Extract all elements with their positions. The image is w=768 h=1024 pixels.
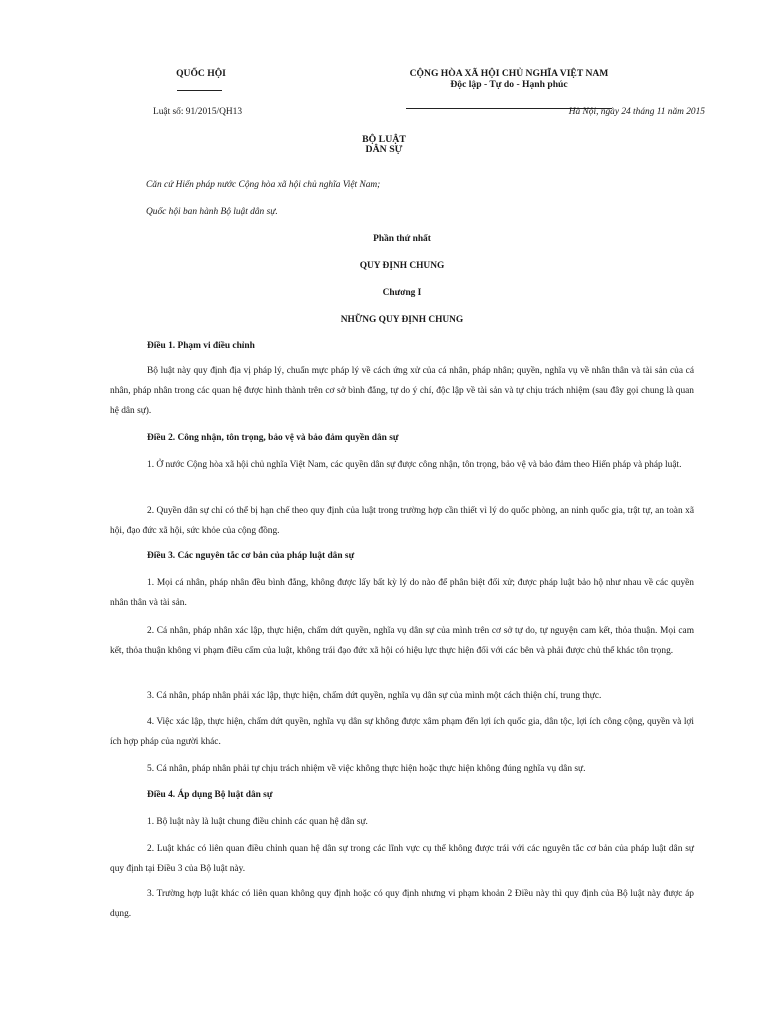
- article-4-paragraph-3: 3. Trường hợp luật khác có liên quan không quy định hoặc có quy định nhưng vi phạm khoản 2 Điều này thì quy định của Bộ luật này được áp dụng.: [110, 889, 694, 919]
- national-title: CỘNG HÒA XÃ HỘI CHỦ NGHĨA VIỆT NAM: [409, 68, 609, 79]
- part-title: Phần thứ nhất: [373, 234, 431, 244]
- article-3-paragraph-4: 4. Việc xác lập, thực hiện, chấm dứt quyền, nghĩa vụ dân sự không được xâm phạm đến lợi ích quốc gia, dân tộc, lợi ích công cộng, quyền và lợi ích hợp pháp của người khác.: [110, 717, 694, 747]
- document-title-line-1: BỘ LUẬT: [362, 134, 406, 145]
- article-3-paragraph-3: 3. Cá nhân, pháp nhân phải xác lập, thực hiện, chấm dứt quyền, nghĩa vụ dân sự của mình một cách thiện chí, trung thực.: [147, 691, 602, 701]
- preamble-line: Căn cứ Hiến pháp nước Cộng hòa xã hội chủ nghĩa Việt Nam;: [146, 180, 381, 190]
- article-3-paragraph-5: 5. Cá nhân, pháp nhân phải tự chịu trách nhiệm về việc không thực hiện hoặc thực hiện không đúng nghĩa vụ dân sự.: [147, 764, 586, 774]
- article-4-paragraph-2: 2. Luật khác có liên quan điều chỉnh quan hệ dân sự trong các lĩnh vực cụ thể không được trái với các nguyên tắc cơ bản của pháp luật dân sự quy định tại Điều 3 của Bộ luật này.: [110, 844, 694, 874]
- article-2-paragraph-1: 1. Ở nước Cộng hòa xã hội chủ nghĩa Việt Nam, các quyền dân sự được công nhận, tôn trọng, bảo vệ và bảo đảm theo Hiến pháp và pháp luật.: [147, 460, 682, 470]
- article-2-title: Điều 2. Công nhận, tôn trọng, bảo vệ và bảo đảm quyền dân sự: [147, 433, 399, 443]
- part-name: QUY ĐỊNH CHUNG: [359, 261, 445, 271]
- article-3-paragraph-1: 1. Mọi cá nhân, pháp nhân đều bình đẳng, không được lấy bất kỳ lý do nào để phân biệt đối xử; được pháp luật bảo hộ như nhau về các quyền nhân thân và tài sản.: [110, 578, 694, 608]
- article-4-title: Điều 4. Áp dụng Bộ luật dân sự: [147, 790, 273, 800]
- document-title-line-2: DÂN SỰ: [365, 144, 403, 155]
- preamble-line: Quốc hội ban hành Bộ luật dân sự.: [146, 207, 278, 217]
- article-3-paragraph-2: 2. Cá nhân, pháp nhân xác lập, thực hiện, chấm dứt quyền, nghĩa vụ dân sự của mình trên cơ sở tự do, tự nguyện cam kết, thỏa thuận. Mọi cam kết, thỏa thuận không vi phạm điều cấm của luật, không trái đạo đức xã hội có hiệu lực thực hiện đối với các bên và phải được chủ thể khác tôn trọng.: [110, 626, 694, 656]
- law-number: Luật số: 91/2015/QH13: [153, 107, 243, 117]
- national-motto: Độc lập - Tự do - Hạnh phúc: [450, 79, 568, 90]
- chapter-title: Chương I: [382, 288, 422, 298]
- place-and-date: Hà Nội, ngày 24 tháng 11 năm 2015: [568, 107, 705, 117]
- article-4-paragraph-1: 1. Bộ luật này là luật chung điều chỉnh các quan hệ dân sự.: [147, 817, 368, 827]
- chapter-name: NHỮNG QUY ĐỊNH CHUNG: [340, 315, 464, 325]
- article-2-paragraph-2: 2. Quyền dân sự chỉ có thể bị hạn chế theo quy định của luật trong trường hợp cần thiết vì lý do quốc phòng, an ninh quốc gia, trật tự, an toàn xã hội, đạo đức xã hội, sức khỏe của cộng đồng.: [110, 506, 694, 536]
- article-3-title: Điều 3. Các nguyên tắc cơ bản của pháp luật dân sự: [147, 551, 355, 561]
- issuing-body-underline: [177, 90, 222, 91]
- issuing-body: QUỐC HỘI: [176, 68, 226, 79]
- article-1-title: Điều 1. Phạm vi điều chỉnh: [147, 341, 255, 351]
- article-1-paragraph: Bộ luật này quy định địa vị pháp lý, chuẩn mực pháp lý về cách ứng xử của cá nhân, pháp nhân; quyền, nghĩa vụ về nhân thân và tài sản của cá nhân, pháp nhân trong các quan hệ được hình thành trên cơ sở bình đẳng, tự do ý chí, độc lập về tài sản và tự chịu trách nhiệm (sau đây gọi chung là quan hệ dân sự).: [110, 366, 694, 416]
